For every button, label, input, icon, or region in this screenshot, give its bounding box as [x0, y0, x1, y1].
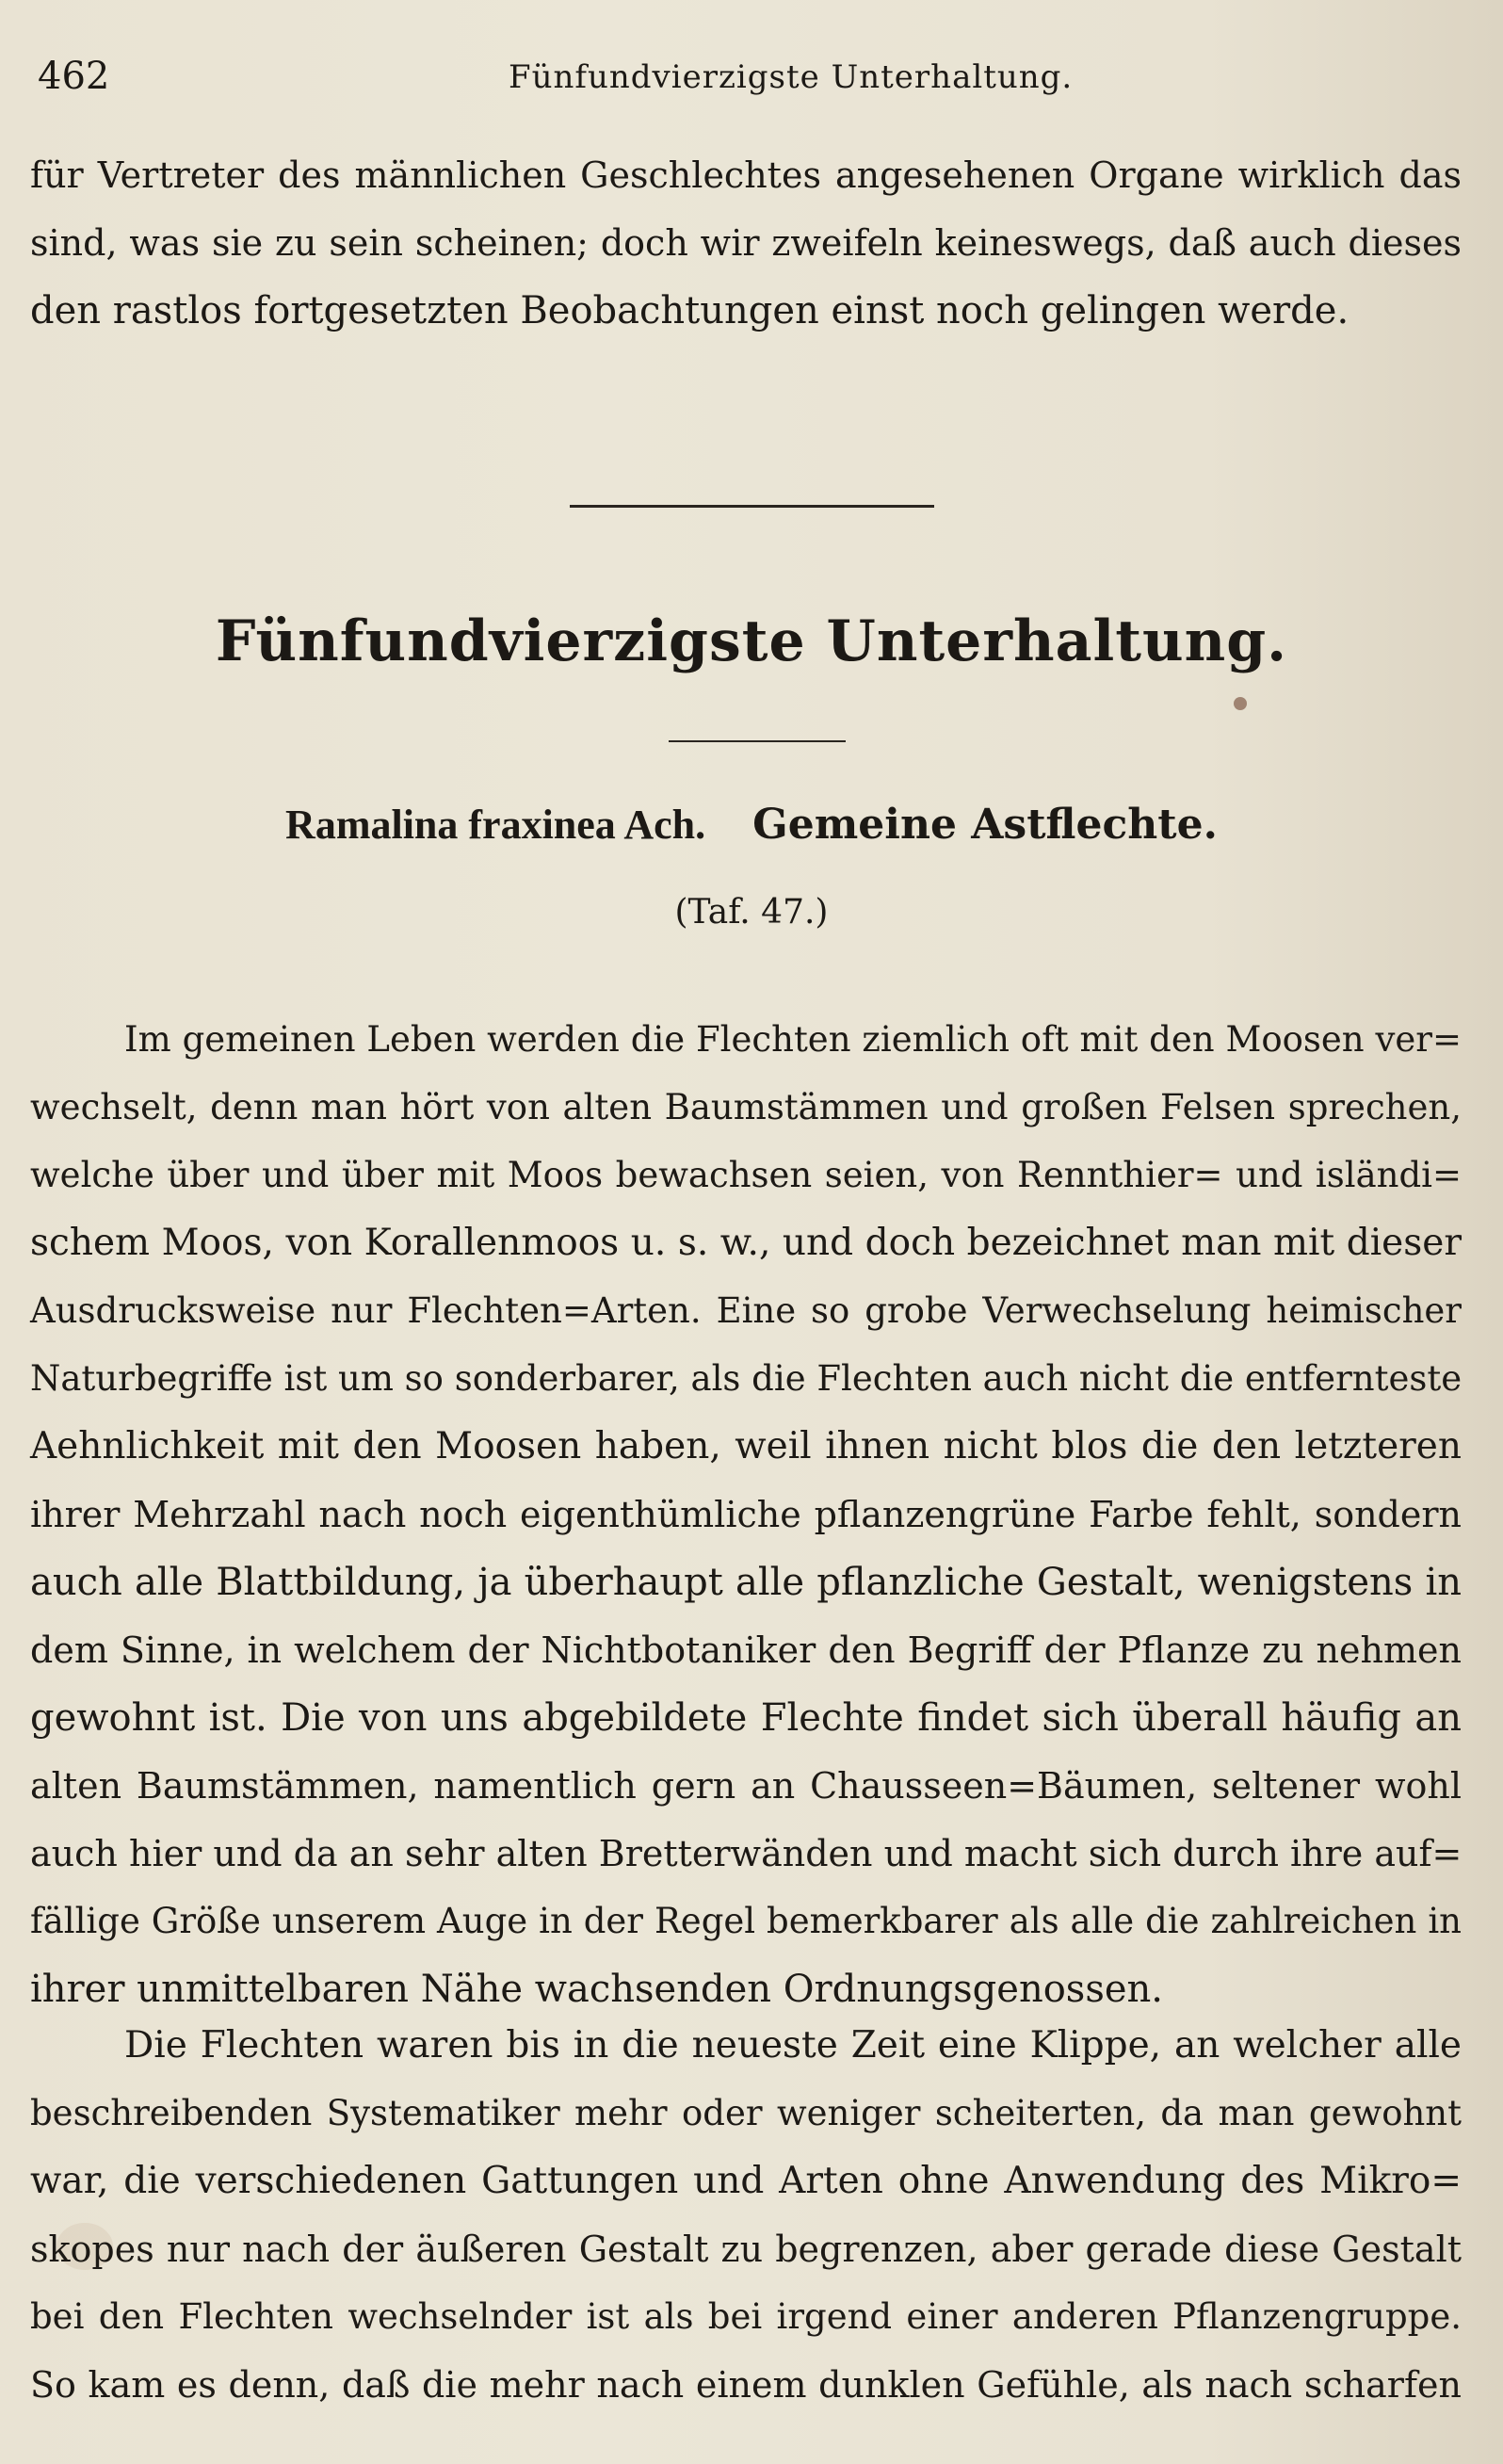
body-paragraph-1	[30, 1006, 1462, 2023]
text-line: dem Sinne, in welchem der Nichtbotaniker den Begriff der Pflanze zu nehmen	[30, 1629, 1462, 1671]
text-line: Ausdrucksweise nur Flechten=Arten. Eine so grobe Verwechselung heimischer	[30, 1290, 1462, 1331]
text-line: Naturbegriffe ist um so sonderbarer, als die Flechten auch nicht die entfernteste	[30, 1358, 1463, 1399]
text-line: So kam es denn, daß die mehr nach einem dunklen Gefühle, als nach scharfen	[30, 2364, 1462, 2406]
species-heading	[0, 801, 1503, 849]
text-line: war, die verschiedenen Gattungen und Arten ohne Anwendung des Mikro=	[30, 2160, 1462, 2202]
text-line: Die Flechten waren bis in die neueste Zeit eine Klippe, an welcher alle	[124, 2024, 1462, 2067]
text-line: auch hier und da an sehr alten Bretterwänden und macht sich durch ihre auf=	[30, 1833, 1463, 1874]
text-line: ihrer unmittelbaren Nähe wachsenden Ordnungsgenossen.	[30, 1968, 1163, 2011]
species-german-name: Gemeine Astflechte.	[752, 801, 1218, 849]
title-divider	[669, 740, 846, 742]
paper-stain	[1234, 697, 1247, 710]
text-line: bei den Flechten wechselnder ist als bei irgend einer anderen Pflanzengruppe.	[30, 2296, 1462, 2337]
text-line: beschreibenden Systematiker mehr oder weniger scheiterten, da man gewohnt	[30, 2093, 1462, 2133]
section-divider	[570, 505, 934, 508]
species-latin-name: Ramalina fraxinea Ach.	[285, 802, 706, 848]
text-line: den rastlos fortgesetzten Beobachtungen einst noch gelingen werde.	[30, 289, 1349, 332]
body-paragraph-2	[30, 2012, 1462, 2419]
text-line: Im gemeinen Leben werden die Flechten ziemlich oft mit den Moosen ver=	[124, 1019, 1462, 1060]
page-number: 462	[38, 55, 110, 98]
text-line: Aehnlichkeit mit den Moosen haben, weil ihnen nicht blos die den letzteren	[30, 1425, 1462, 1467]
text-line: schem Moos, von Korallenmoos u. s. w., und doch bezeichnet man mit dieser	[30, 1222, 1462, 1264]
text-line: auch alle Blattbildung, ja überhaupt alle pflanzliche Gestalt, wenigstens in	[30, 1561, 1462, 1604]
chapter-title: Fünfundvierzigste Unterhaltung.	[215, 608, 1288, 674]
text-line: für Vertreter des männlichen Geschlechtes angesehenen Organe wirklich das	[30, 154, 1462, 196]
text-line: gewohnt ist. Die von uns abgebildete Flechte findet sich überall häufig an	[30, 1696, 1462, 1740]
page-header	[38, 55, 1450, 111]
text-line: alten Baumstämmen, namentlich gern an Chausseen=Bäumen, seltener wohl	[30, 1765, 1462, 1807]
running-title: Fünfundvierzigste Unterhaltung.	[509, 58, 1074, 96]
intro-paragraph	[30, 141, 1462, 345]
text-line: sind, was sie zu sein scheinen; doch wir zweifeln keineswegs, daß auch dieses	[30, 222, 1462, 264]
text-line: wechselt, denn man hört von alten Baumstämmen und großen Felsen sprechen,	[30, 1087, 1462, 1127]
text-line: skopes nur nach der äußeren Gestalt zu begrenzen, aber gerade diese Gestalt	[30, 2229, 1462, 2270]
text-line: welche über und über mit Moos bewachsen seien, von Rennthier= und isländi=	[30, 1155, 1462, 1195]
plate-reference: (Taf. 47.)	[674, 893, 829, 932]
text-line: fällige Größe unserem Auge in der Regel bemerkbarer als alle die zahlreichen in	[30, 1901, 1462, 1941]
text-line: ihrer Mehrzahl nach noch eigenthümliche pflanzengrüne Farbe fehlt, sondern	[30, 1494, 1462, 1535]
